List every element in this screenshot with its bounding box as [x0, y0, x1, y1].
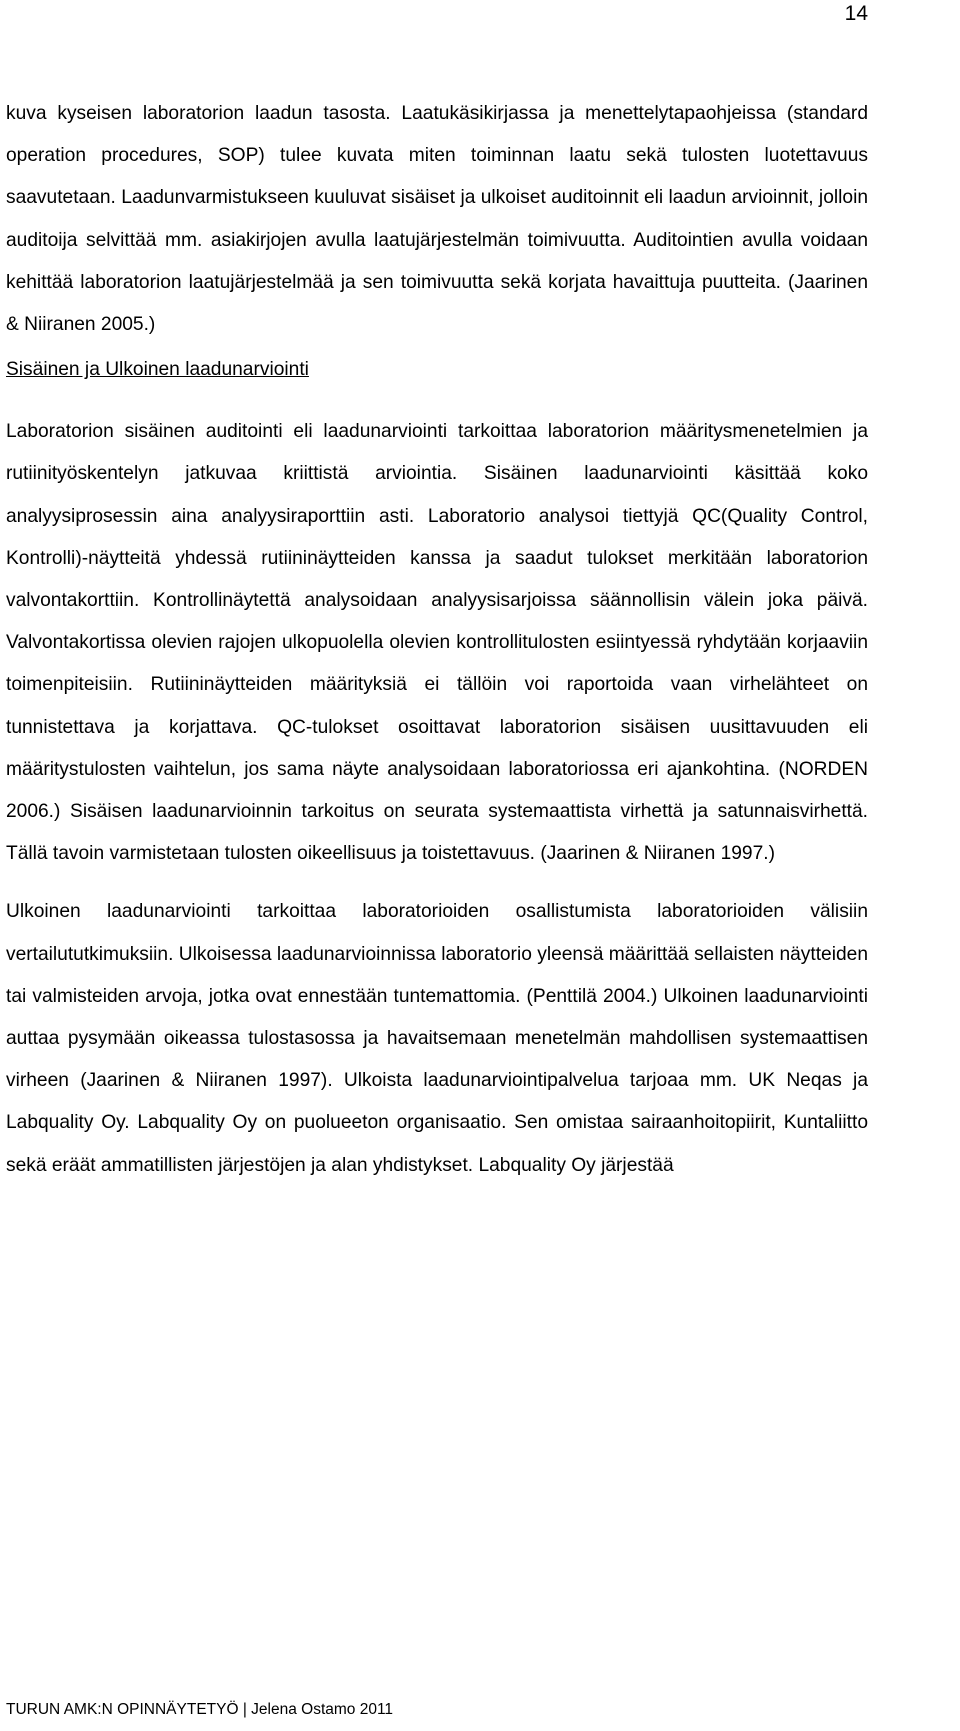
paragraph-internal-quality-assessment: Laboratorion sisäinen auditointi eli laadunarviointi tarkoittaa laboratorion määritysmenetelmien ja rutiinityöskentelyn jatkuvaa kriittistä arviointia. Sisäinen laadunarviointi käsittää koko analyysiprosessin aina analyysiraporttiin asti. Laboratorio analysoi tiettyjä QC(Quality Control, Kontrolli)-näytteitä yhdessä rutiininäytteiden kanssa ja saadut tulokset merkitään laboratorion valvontakorttiin. Kontrollinäytettä analysoidaan analyysisarjoissa säännollisin välein joka päivä. Valvontakortissa olevien rajojen ulkopuolella olevien kontrollitulosten esiintyessä ryhdytään korjaaviin toimenpiteisiin. Rutiininäytteiden määrityksiä ei tällöin voi raportoida vaan virhelähteet on tunnistettava ja korjattava. QC-tulokset osoittavat laboratorion sisäisen uusittavuuden eli määritystulosten vaihtelun, jos sama näyte analysoidaan laboratoriossa eri ajankohtina. (NORDEN 2006.) Sisäisen laadunarvioinnin tarkoitus on seurata systemaattista virhettä ja satunnaisvirhettä. Tällä tavoin varmistetaan tulosten oikeellisuus ja toistettavuus. (Jaarinen & Niiranen 1997.): [6, 421, 868, 865]
section-heading: Sisäinen ja Ulkoinen laadunarviointi: [6, 359, 309, 381]
page-body: [6, 93, 868, 1187]
paragraph-external-quality-assessment: Ulkoinen laadunarviointi tarkoittaa laboratorioiden osallistumista laboratorioiden välisiin vertailututkimuksiin. Ulkoisessa laadunarvioinnissa laboratorio yleensä määrittää sellaisten näytteiden tai valmisteiden arvoja, jotka ovat ennestään tuntemattomia. (Penttilä 2004.) Ulkoinen laadunarviointi auttaa pysymään oikeassa tulostasossa ja havaitsemaan menetelmän mahdollisen systemaattisen virheen (Jaarinen & Niiranen 1997). Ulkoista laadunarviointipalvelua tarjoaa mm. UK Neqas ja Labquality Oy. Labquality Oy on puolueeton organisaatio. Sen omistaa sairaanhoitopiirit, Kuntaliitto sekä eräät ammatillisten järjestöjen ja alan yhdistykset. Labquality Oy järjestää: [6, 901, 868, 1176]
page-footer: TURUN AMK:N OPINNÄYTETYÖ | Jelena Ostamo 2011: [6, 1701, 394, 1718]
paragraph-quality-manual: kuva kyseisen laboratorion laadun tasosta. Laatukäsikirjassa ja menettelytapaohjeissa (standard operation procedures, SOP) tulee kuvata miten toiminnan laatu sekä tulosten luotettavuus saavutetaan. Laadunvarmistukseen kuuluvat sisäiset ja ulkoiset auditoinnit eli laadun arvioinnit, jolloin auditoija selvittää mm. asiakirjojen avulla laatujärjestelmän toimivuutta. Auditointien avulla voidaan kehittää laboratorion laatujärjestelmää ja sen toimivuutta sekä korjata havaittuja puutteita. (Jaarinen & Niiranen 2005.): [6, 103, 868, 336]
page-number: 14: [844, 2, 868, 25]
